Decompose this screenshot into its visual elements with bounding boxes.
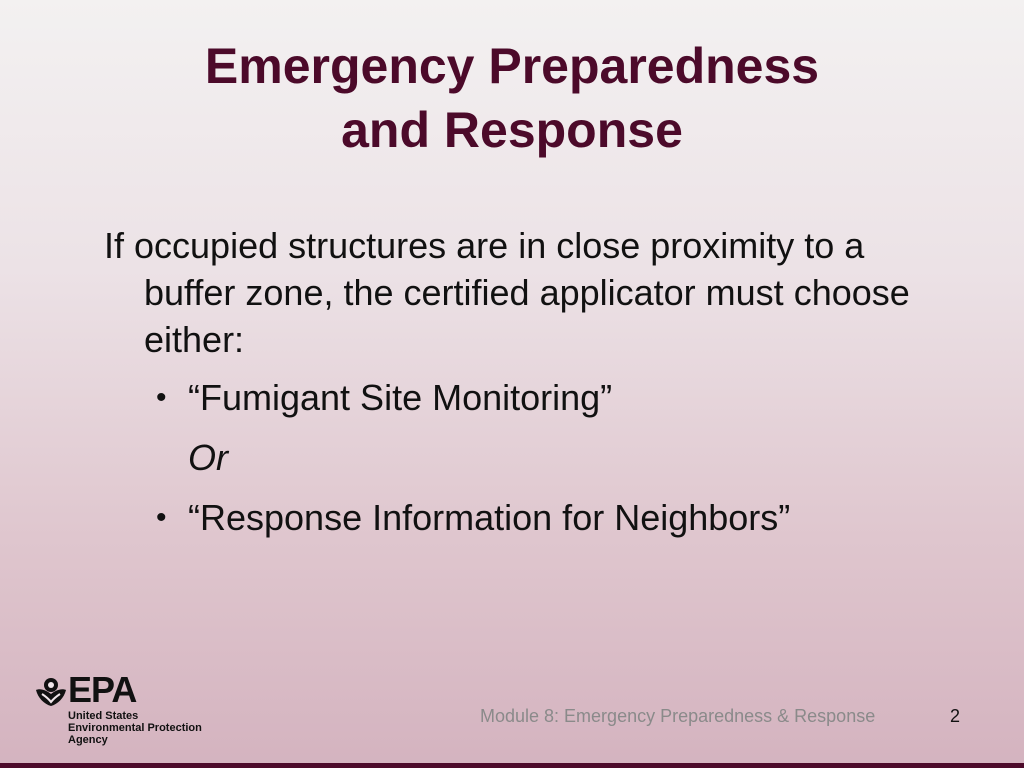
bullet-icon: • [156,501,167,534]
or-separator: Or [188,437,228,478]
epa-flower-icon [34,676,68,708]
bullet-list [104,375,964,541]
title-line-2: and Response [341,102,683,158]
epa-agency-name [68,710,202,746]
page-number: 2 [950,706,961,726]
bullet-icon: • [156,381,167,414]
agency-line-1: United States [68,710,139,722]
bottom-accent-bar [0,763,1024,768]
agency-line-2: Environmental Protection [68,722,202,734]
title-line-1: Emergency Preparedness [204,38,820,94]
slide-title [0,34,1024,162]
footer-module-title: Module 8: Emergency Preparedness & Response [480,706,876,726]
bullet-item-response-information [156,495,964,541]
agency-line-3: Agency [68,734,108,746]
slide-body [104,222,964,541]
epa-logo [34,669,224,746]
bullet-text: “Response Information for Neighbors” [188,497,791,538]
bullet-text: “Fumigant Site Monitoring” [188,377,613,418]
bullet-item-site-monitoring [156,375,964,421]
intro-paragraph: If occupied structures are in close proximity to a buffer zone, the certified applicator must choose either: [104,225,910,360]
epa-wordmark: EPA [68,669,137,710]
